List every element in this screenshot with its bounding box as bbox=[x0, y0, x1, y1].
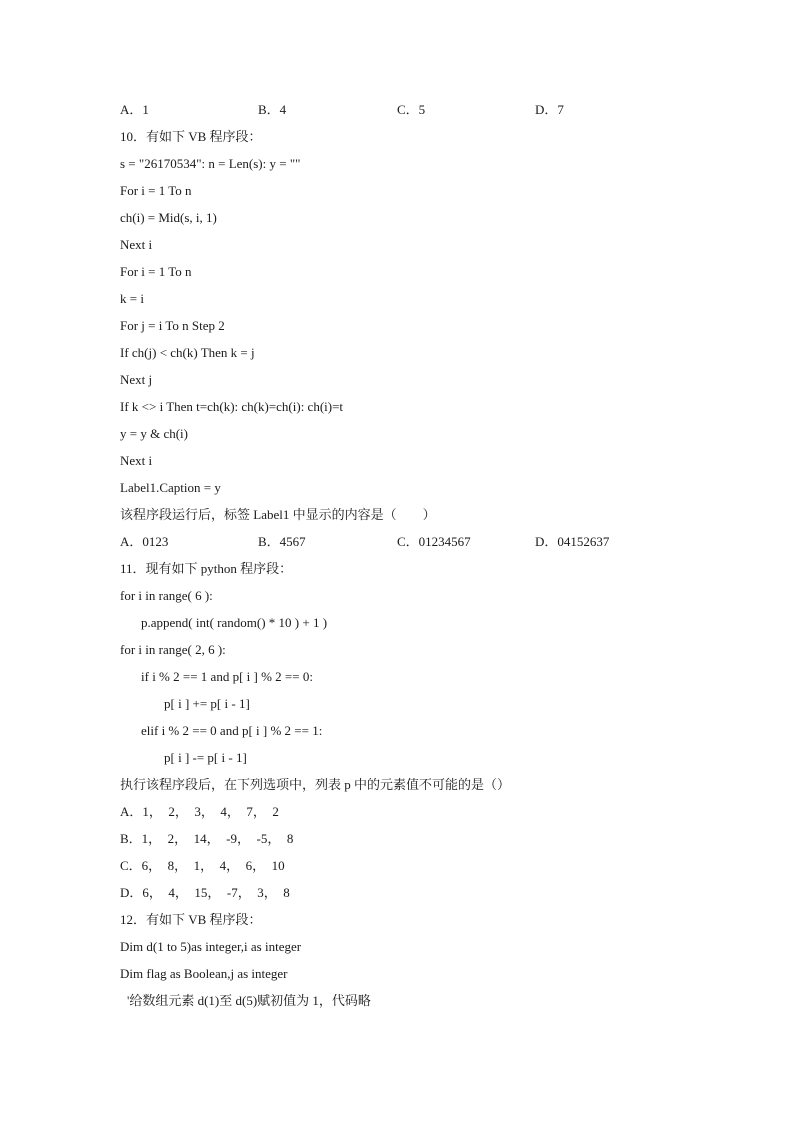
code-line: Next j bbox=[120, 372, 153, 387]
q10-option-a: A．0123 bbox=[120, 534, 169, 549]
q11-option-b: B．1， 2， 14， -9， -5， 8 bbox=[120, 831, 294, 846]
q10-title: 10．有如下 VB 程序段： bbox=[120, 129, 262, 144]
code-line: y = y & ch(i) bbox=[120, 426, 188, 441]
code-line: If k <> i Then t=ch(k): ch(k)=ch(i): ch(i)=t bbox=[120, 399, 344, 414]
code-line: k = i bbox=[120, 291, 144, 306]
q9-option-a: A．1 bbox=[120, 102, 149, 117]
q10-option-d: D．04152637 bbox=[535, 534, 610, 549]
q10-option-b: B．4567 bbox=[258, 534, 306, 549]
code-line: For i = 1 To n bbox=[120, 264, 192, 279]
q12-title: 12．有如下 VB 程序段： bbox=[120, 912, 262, 927]
code-line: s = "26170534": n = Len(s): y = "" bbox=[120, 156, 301, 171]
code-line: if i % 2 == 1 and p[ i ] % 2 == 0: bbox=[141, 669, 313, 684]
q11-option-c: C．6， 8， 1， 4， 6， 10 bbox=[120, 858, 285, 873]
q11-option-d: D．6， 4， 15， -7， 3， 8 bbox=[120, 885, 290, 900]
code-line: for i in range( 6 ): bbox=[120, 588, 213, 603]
code-comment: '给数组元素 d(1)至 d(5)赋初值为 1，代码略 bbox=[127, 993, 371, 1008]
code-line: Label1.Caption = y bbox=[120, 480, 221, 495]
code-line: for i in range( 2, 6 ): bbox=[120, 642, 226, 657]
code-line: For i = 1 To n bbox=[120, 183, 192, 198]
q9-option-d: D．7 bbox=[535, 102, 564, 117]
code-line: Dim flag as Boolean,j as integer bbox=[120, 966, 288, 981]
code-line: For j = i To n Step 2 bbox=[120, 318, 225, 333]
code-line: If ch(j) < ch(k) Then k = j bbox=[120, 345, 255, 360]
code-line: p[ i ] -= p[ i - 1] bbox=[164, 750, 247, 765]
q9-option-b: B．4 bbox=[258, 102, 287, 117]
code-line: p[ i ] += p[ i - 1] bbox=[164, 696, 250, 711]
code-line: Dim d(1 to 5)as integer,i as integer bbox=[120, 939, 302, 954]
q11-title: 11．现有如下 python 程序段： bbox=[120, 561, 293, 576]
code-line: elif i % 2 == 0 and p[ i ] % 2 == 1: bbox=[141, 723, 323, 738]
code-line: Next i bbox=[120, 453, 153, 468]
code-line: p.append( int( random() * 10 ) + 1 ) bbox=[141, 615, 328, 630]
q11-question: 执行该程序段后，在下列选项中，列表 p 中的元素值不可能的是（） bbox=[120, 777, 511, 792]
q9-option-c: C．5 bbox=[397, 102, 426, 117]
code-line: Next i bbox=[120, 237, 153, 252]
q11-option-a: A．1， 2， 3， 4， 7， 2 bbox=[120, 804, 279, 819]
q10-option-c: C．01234567 bbox=[397, 534, 471, 549]
code-line: ch(i) = Mid(s, i, 1) bbox=[120, 210, 217, 225]
q10-question: 该程序段运行后，标签 Label1 中显示的内容是（ ） bbox=[120, 507, 436, 522]
